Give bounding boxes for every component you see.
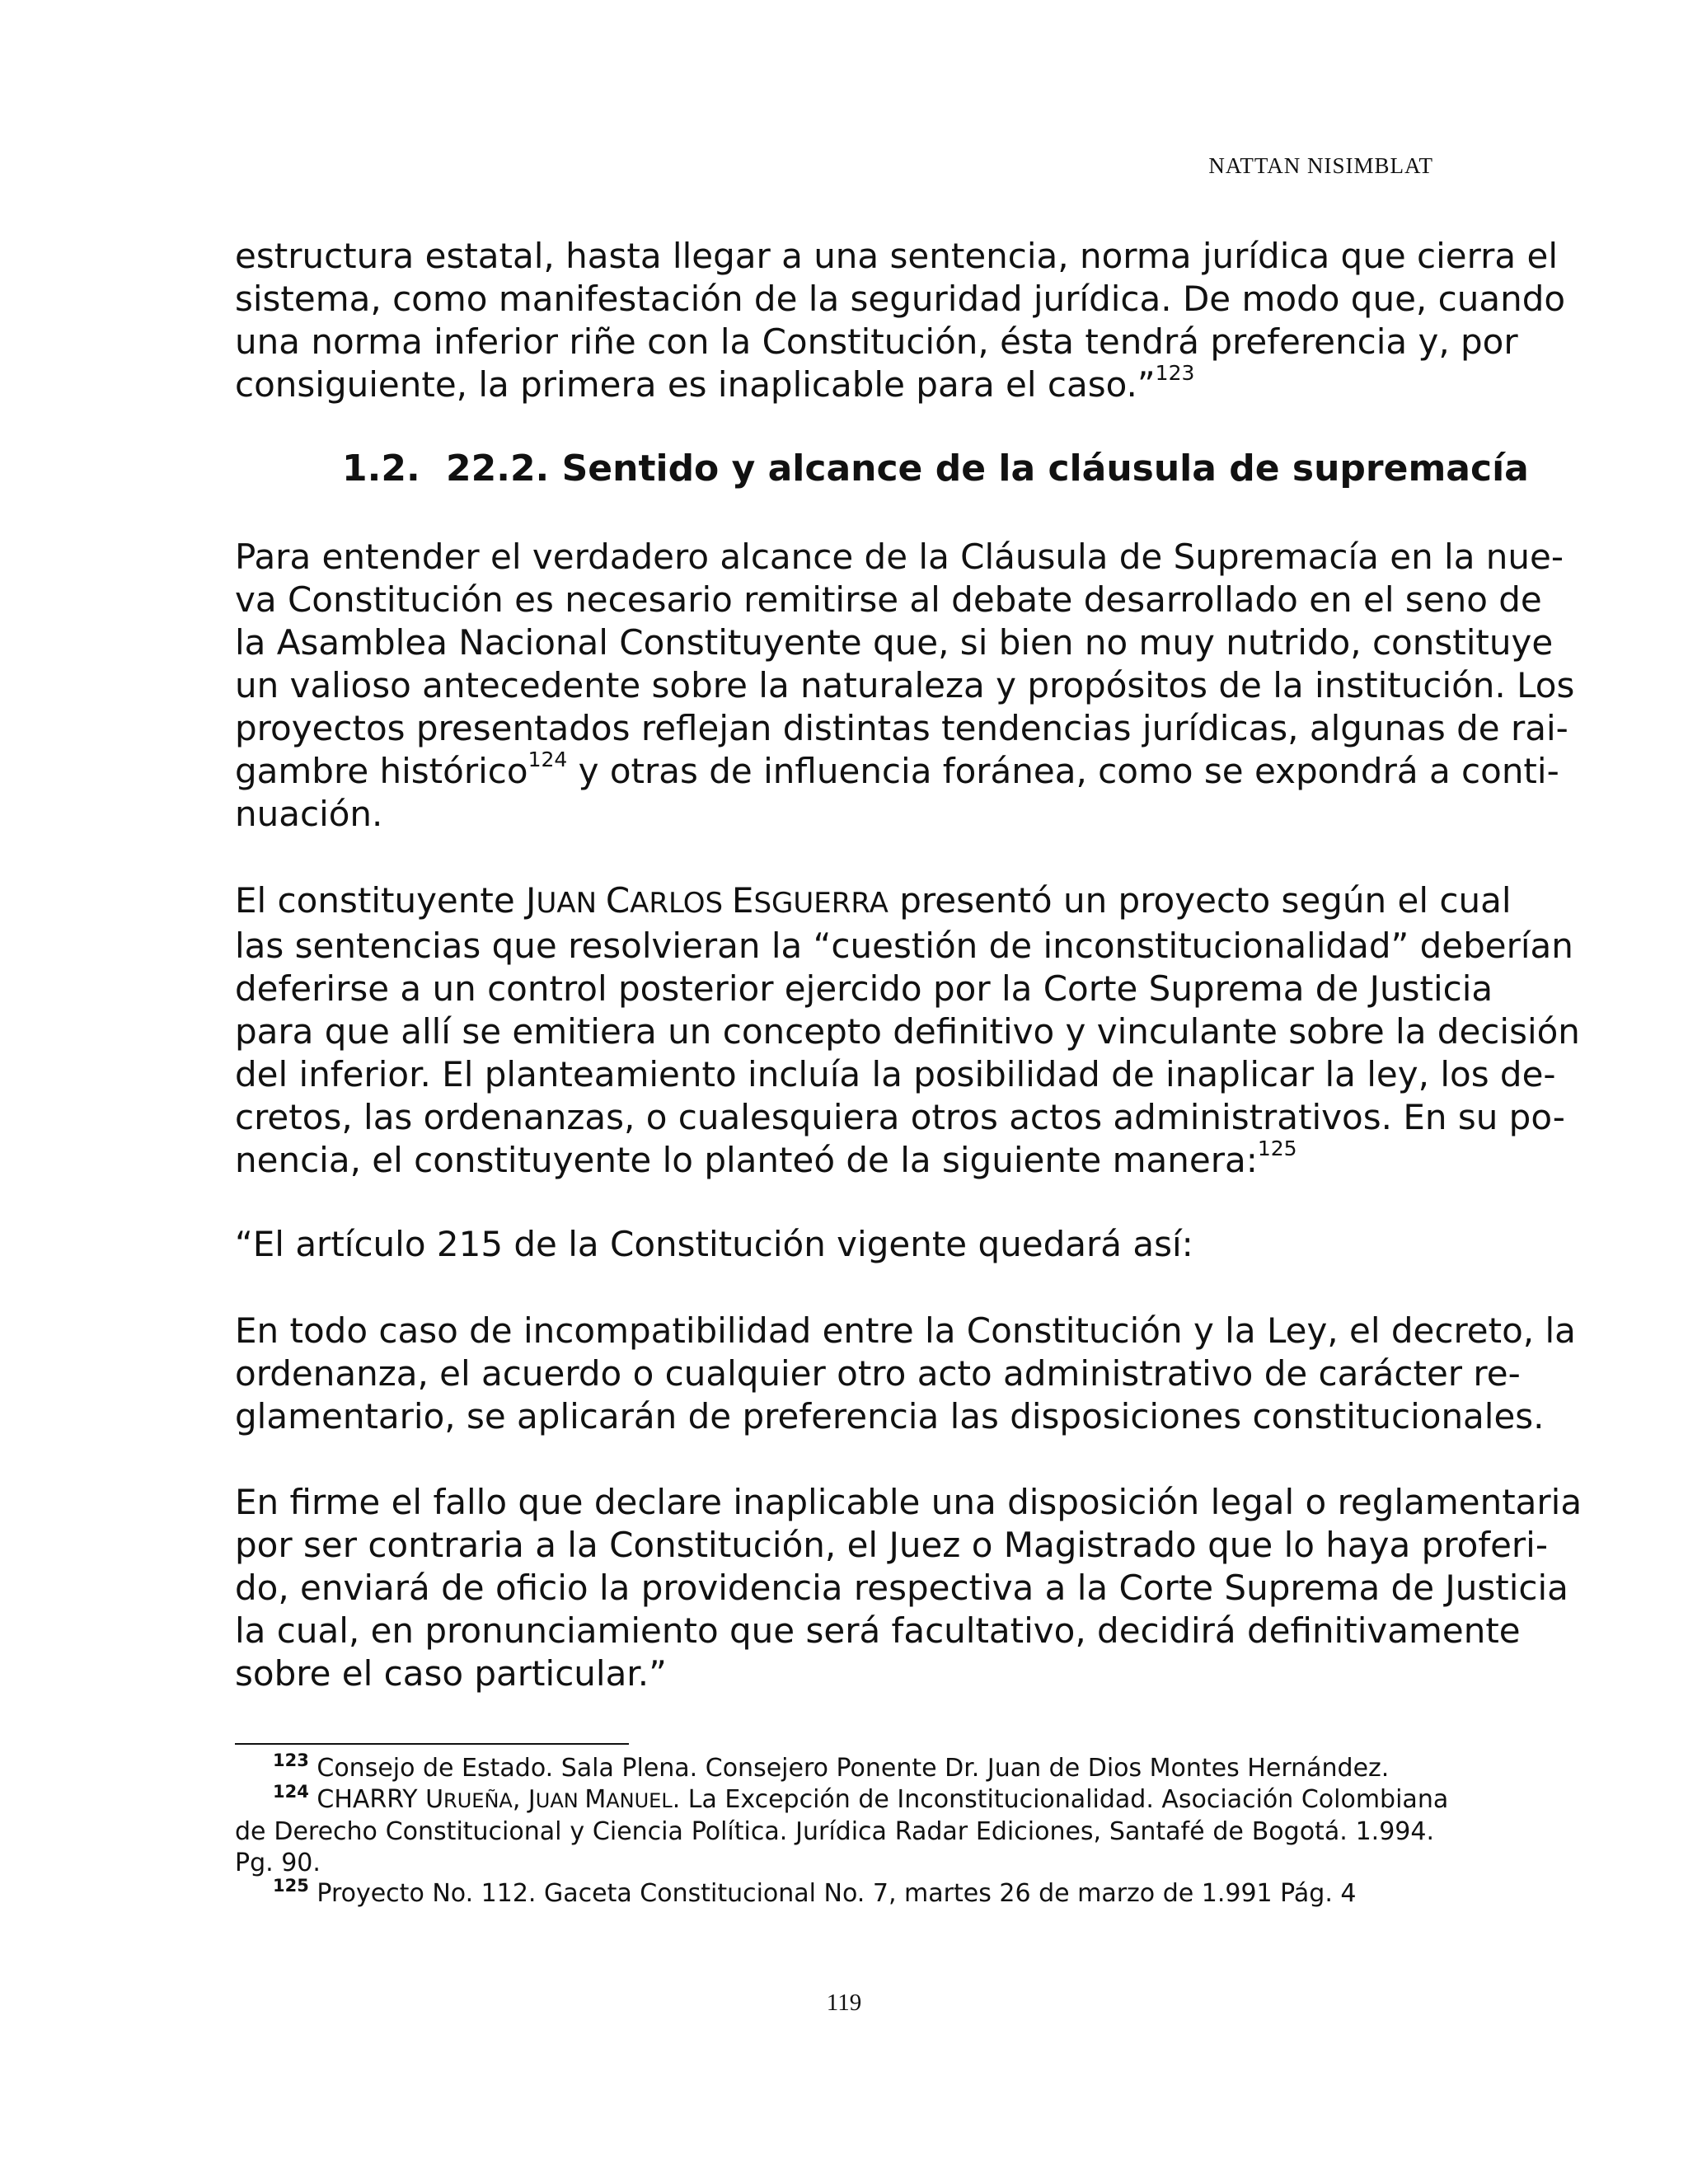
text-line: la cual, en pronunciamiento que será facultativo, decidirá definitivamente [235, 1610, 1521, 1651]
footnote-125 [235, 1878, 1434, 1910]
footnote-line: $^{125}$ Proyecto No. 112. Gaceta Constitucional No. 7, martes 26 de marzo de 1.991 Pág. 4 [273, 1876, 1357, 1908]
text-segment: presentó un proyecto según el cual [888, 880, 1512, 921]
text-line: “El artículo 215 de la Constitución vigente quedará así: [235, 1224, 1193, 1264]
footnote-124 [235, 1782, 1449, 1879]
text-line: las sentencias que resolvieran la “cuestión de inconstitucionalidad” deberían [235, 926, 1573, 966]
text-line: En firme el fallo que declare inaplicable una disposición legal o reglamentaria [235, 1482, 1582, 1522]
text-line: sistema, como manifestación de la seguridad jurídica. De modo que, cuando [235, 279, 1566, 319]
text-line: un valioso antecedente sobre la naturaleza y propósitos de la institución. Los [235, 665, 1575, 705]
author-name: CHARRY URUEÑA, JUAN MANUEL. [316, 1785, 681, 1814]
text-line: En todo caso de incompatibilidad entre la Constitución y la Ley, el decreto, la [235, 1310, 1576, 1351]
footnote-number: 124 [273, 1782, 309, 1802]
text-line: cretos, las ordenanzas, o cualesquiera otros actos administrativos. En su po- [235, 1097, 1565, 1137]
text-line [235, 748, 1559, 793]
footnote-line: $^{124}$ CHARRY URUEÑA, JUAN MANUEL. La Excepción de Inconstitucionalidad. Asociación Colombiana [273, 1782, 1449, 1814]
text-line: va Constitución es necesario remitirse al debate desarrollado en el seno de [235, 579, 1542, 620]
paragraph-continuation [235, 235, 1566, 406]
text-line [235, 1139, 1434, 1182]
text-line: nuación. [235, 794, 383, 834]
text-segment: consiguiente, la primera es inaplicable para el caso.” [235, 364, 1156, 405]
text-segment: gambre histórico [235, 751, 528, 791]
paragraph-intro [235, 536, 1575, 836]
footnote-ref-123: 123 [1155, 361, 1195, 385]
footnote-separator [235, 1743, 629, 1745]
text-line: ordenanza, el acuerdo o cualquier otro acto administrativo de carácter re- [235, 1353, 1521, 1394]
running-head: NATTAN NISIMBLAT [1208, 153, 1433, 178]
text-line: sobre el caso particular.” [235, 1653, 667, 1694]
footnote-123 [235, 1750, 1434, 1784]
text-line: deferirse a un control posterior ejercido por la Corte Suprema de Justicia [235, 968, 1493, 1009]
footnote-ref-124: 124 [528, 748, 568, 771]
quote-intro [235, 1223, 1434, 1266]
text-line: del inferior. El planteamiento incluía la posibilidad de inaplicar la ley, los de- [235, 1054, 1556, 1094]
text-segment: nencia, el constituyente lo planteó de la siguiente manera: [235, 1140, 1258, 1180]
text-line: Para entender el verdadero alcance de la Cláusula de Supremacía en la nue- [235, 537, 1564, 577]
text-line: proyectos presentados reflejan distintas tendencias jurídicas, algunas de rai- [235, 708, 1568, 748]
text-line: la Asamblea Nacional Constituyente que, si bien no muy nutrido, constituye [235, 622, 1554, 663]
text-line: por ser contraria a la Constitución, el Juez o Magistrado que lo haya proferi- [235, 1525, 1549, 1565]
person-name: JUAN CARLOS ESGUERRA [526, 880, 889, 921]
page-number: 119 [826, 1990, 862, 2016]
quote-paragraph-1 [235, 1310, 1576, 1438]
text-line: do, enviará de oficio la providencia respectiva a la Corte Suprema de Justicia [235, 1568, 1568, 1608]
footnote-line: $^{123}$ Consejo de Estado. Sala Plena. Consejero Ponente Dr. Juan de Dios Montes Hernández. [273, 1750, 1390, 1783]
text-line: glamentario, se aplicarán de preferencia las disposiciones constitucionales. [235, 1396, 1545, 1436]
quote-paragraph-2 [235, 1481, 1582, 1695]
text-segment: El constituyente [235, 880, 527, 921]
footnote-number: 123 [273, 1750, 309, 1770]
section-title: 22.2. Sentido y alcance de la cláusula de supremacía [446, 448, 1529, 490]
section-number: 1.2. [342, 448, 420, 490]
footnote-line: de Derecho Constitucional y Ciencia Política. Jurídica Radar Ediciones, Santafé de Bogotá. 1.994. [235, 1817, 1434, 1846]
text-segment: y otras de influencia foránea, como se expondrá a conti- [578, 751, 1559, 791]
paragraph-esguerra [235, 879, 1580, 1182]
footnote-line: Pg. 90. [235, 1849, 321, 1877]
text-line [235, 879, 1512, 925]
footnote-ref-125: 125 [1257, 1137, 1297, 1160]
footnote-number: 125 [273, 1876, 309, 1896]
text-line: para que allí se emitiera un concepto definitivo y vinculante sobre la decisión [235, 1011, 1580, 1052]
text-line: estructura estatal, hasta llegar a una sentencia, norma jurídica que cierra el [235, 236, 1559, 276]
text-line: una norma inferior riñe con la Constitución, ésta tendrá preferencia y, por [235, 321, 1518, 362]
section-heading [342, 448, 1529, 490]
text-line [235, 363, 1434, 406]
